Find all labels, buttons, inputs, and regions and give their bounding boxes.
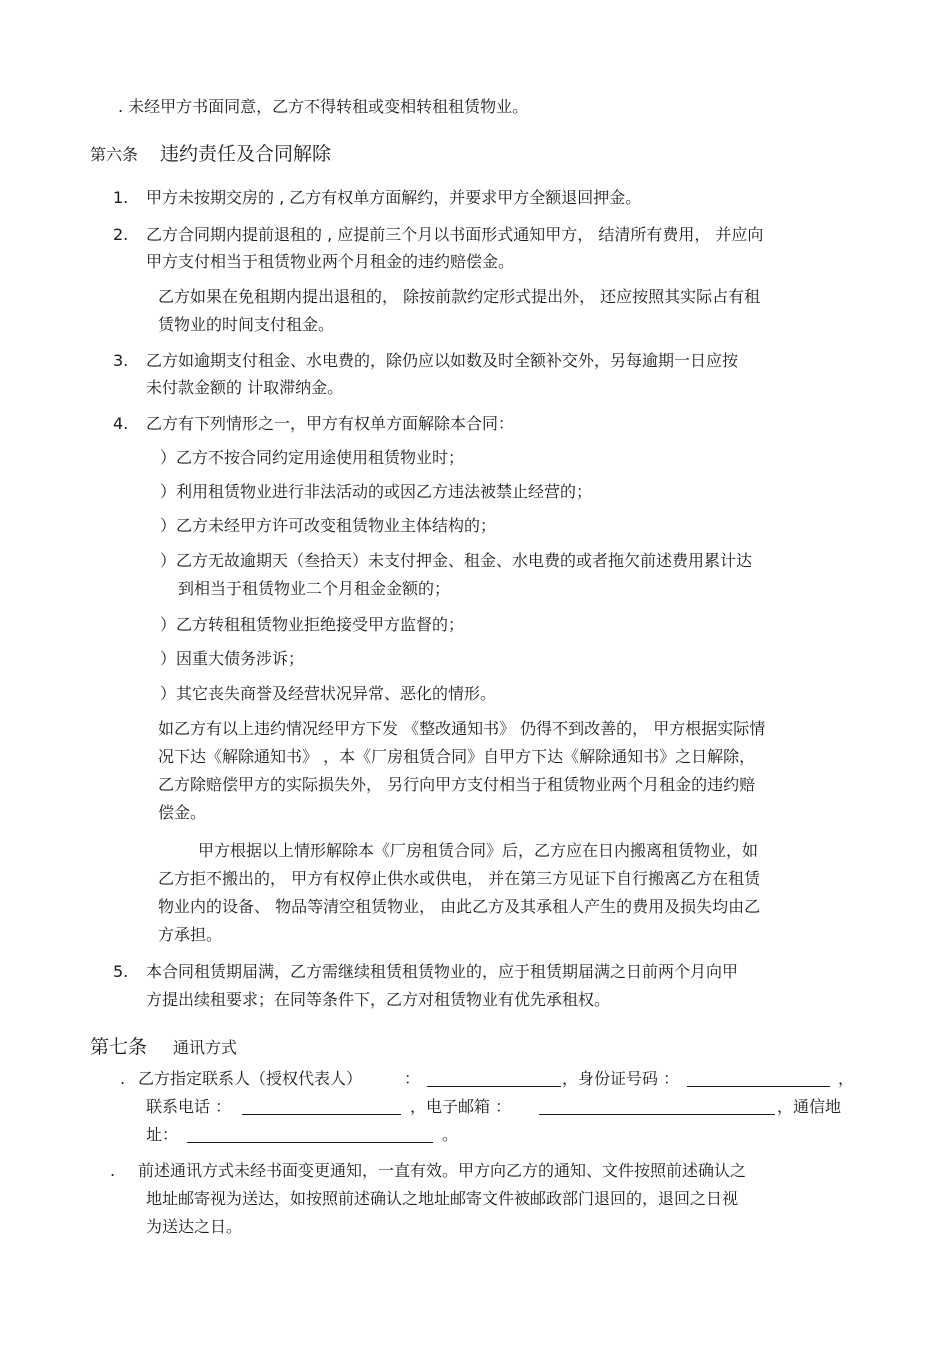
paragraph-line: 偿金。 [158, 803, 207, 822]
case-line: ）乙方不按合同约定用途使用租赁物业时； [160, 448, 465, 467]
item-4-text: 乙方有下列情形之一，甲方有权单方面解除本合同： [146, 414, 515, 433]
article-title: 通讯方式 [173, 1038, 238, 1057]
id-label: ，身份证号码 ： [562, 1069, 680, 1088]
paragraph-line: 方承担。 [158, 925, 223, 944]
email-label: ，电子邮箱 ： [410, 1097, 512, 1116]
email-field[interactable] [539, 1098, 775, 1115]
case-line: ）乙方未经甲方许可改变租赁物业主体结构的； [160, 516, 497, 535]
clause-bullet: . [110, 1161, 116, 1180]
article-number: 第七条 [90, 1036, 148, 1058]
item-3-line: 未付款金额的 计取滞纳金。 [146, 378, 344, 397]
phone-label: 联系电话 ： [146, 1097, 232, 1116]
item-2-line: 乙方合同期内提前退租的 , 应提前三个月以书面形式通知甲方， 结清所有费用， 并应向 [146, 225, 764, 244]
item-number: 1. [113, 188, 129, 207]
paragraph-line: 如乙方有以上违约情况经甲方下发 《整改通知书》 仍得不到改善的， 甲方根据实际情 [158, 719, 766, 738]
case-line-continued: 到相当于租赁物业二个月租金金额的； [178, 579, 451, 598]
article-number: 第六条 [90, 145, 139, 164]
case-line: ）因重大债务涉诉； [160, 649, 305, 668]
item-5-line: 方提出续租要求；在同等条件下，乙方对租赁物业有优先承租权。 [146, 990, 611, 1009]
contact-label: 乙方指定联系人（授权代表人） [138, 1069, 363, 1088]
paragraph-line: 物业内的设备、 物品等清空租赁物业， 由此乙方及其承租人产生的费用及损失均由乙 [158, 897, 761, 916]
item-number: 3. [113, 351, 129, 370]
item-3-line: 乙方如逾期支付租金、水电费的，除仍应以如数及时全额补交外，另每逾期一日应按 [146, 351, 739, 370]
intro-line: . 未经甲方书面同意，乙方不得转租或变相转租租赁物业。 [118, 97, 529, 116]
paragraph-line: 况下达《解除通知书》 ，本《厂房租赁合同》自甲方下达《解除通知书》之日解除， [158, 747, 756, 766]
item-5-line: 本合同租赁期届满，乙方需继续租赁租赁物业的，应于租赁期届满之日前两个月向甲 [146, 962, 739, 981]
contact-name-field[interactable] [427, 1070, 561, 1087]
case-line: ）其它丧失商誉及经营状况异常、恶化的情形。 [160, 684, 497, 703]
address-label: ，通信地 [777, 1097, 842, 1116]
item-2-sub-line: 乙方如果在免租期内提出退租的， 除按前款约定形式提出外， 还应按照其实际占有租 [158, 287, 761, 306]
paragraph-line: 乙方除赔偿甲方的实际损失外， 另行向甲方支付相当于租赁物业两个月租金的违约赔 [158, 775, 756, 794]
item-2-sub-line: 赁物业的时间支付租金。 [158, 315, 335, 334]
case-line: ）乙方无故逾期天（叁拾天）未支付押金、租金、水电费的或者拖欠前述费用累计达 [160, 551, 753, 570]
case-line: ）乙方转租租赁物业拒绝接受甲方监督的； [160, 615, 465, 634]
address-label-cont: 址： [146, 1125, 179, 1144]
article-6-heading [90, 141, 331, 168]
clause-2-line: 为送达之日。 [146, 1217, 243, 1236]
paragraph-line: 甲方根据以上情形解除本《厂房租赁合同》后，乙方应在日内搬离租赁物业，如 [198, 841, 759, 860]
article-7-heading [90, 1034, 237, 1061]
period: 。 [442, 1125, 459, 1144]
id-number-field[interactable] [687, 1070, 830, 1087]
item-number: 2. [113, 225, 129, 244]
phone-field[interactable] [242, 1098, 401, 1115]
item-number: 5. [113, 962, 129, 981]
clause-bullet: . [120, 1069, 126, 1088]
address-field[interactable] [187, 1126, 433, 1143]
item-2-line: 甲方支付相当于租赁物业两个月租金的违约赔偿金。 [146, 252, 515, 271]
item-1-text: 甲方未按期交房的 , 乙方有权单方面解约，并要求甲方全额退回押金。 [146, 188, 642, 207]
clause-2-line: 地址邮寄视为送达，如按照前述确认之地址邮寄文件被邮政部门退回的，退回之日视 [146, 1189, 739, 1208]
item-number: 4. [113, 414, 129, 433]
comma: ， [838, 1069, 855, 1088]
article-title: 违约责任及合同解除 [160, 143, 332, 165]
paragraph-line: 乙方拒不搬出的， 甲方有权停止供水或供电， 并在第三方见证下自行搬离乙方在租赁 [158, 869, 761, 888]
case-line: ）利用租赁物业进行非法活动的或因乙方违法被禁止经营的； [160, 482, 593, 501]
clause-2-line: 前述通讯方式未经书面变更通知，一直有效。甲方向乙方的通知、文件按照前述确认之 [138, 1161, 747, 1180]
colon: ： [404, 1069, 421, 1088]
